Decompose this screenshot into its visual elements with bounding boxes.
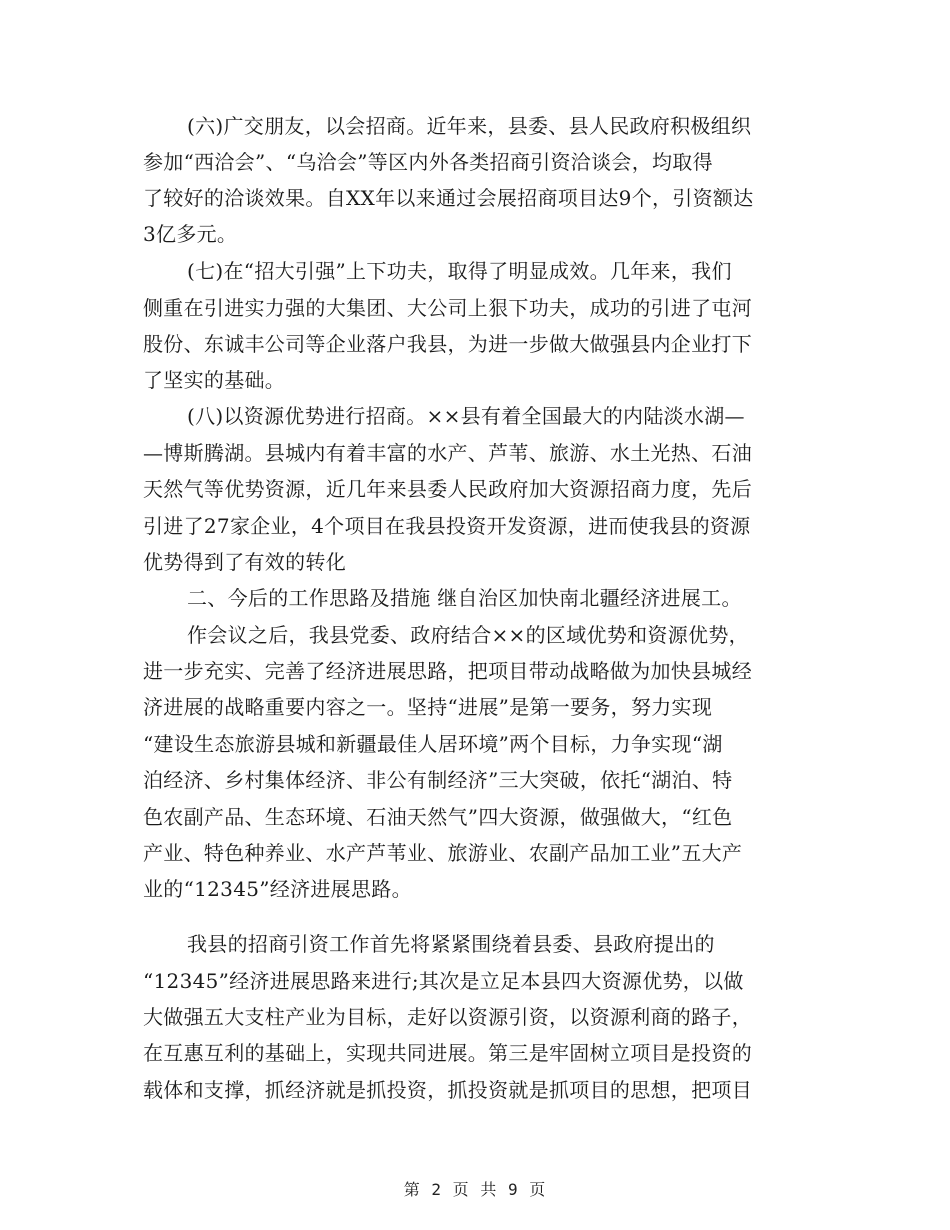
paragraph-line: 引进了27家企业，4个项目在我县投资开发资源，进而使我县的资源 — [143, 514, 751, 538]
paragraph-line: 作会议之后，我县党委、政府结合××的区域优势和资源优势， — [187, 623, 749, 647]
paragraph-line: 产业、特色种养业、水产芦苇业、旅游业、农副产品加工业”五大产 — [143, 841, 743, 865]
paragraph-line: 色农副产品、生态环境、石油天然气”四大资源，做强做大，“红色 — [143, 805, 733, 829]
paragraph-line: 进一步充实、完善了经济进展思路，把项目带动战略做为加快县城经 — [143, 659, 752, 683]
paragraph-line: 业的“12345”经济进展思路。 — [143, 877, 412, 901]
paragraph-line: 优势得到了有效的转化 — [143, 550, 346, 574]
paragraph-line: 了坚实的基础。 — [143, 368, 286, 392]
paragraph-line: 大做强五大支柱产业为目标，走好以资源引资，以资源利商的路子， — [143, 1005, 752, 1029]
paragraph-line: (六)广交朋友，以会招商。近年来，县委、县人民政府积极组织 — [187, 114, 752, 138]
page-number-footer: 第 2 页 共 9 页 — [403, 1180, 547, 1199]
section-heading: 二、今后的工作思路及措施 继自治区加快南北疆经济进展工。 — [187, 586, 742, 610]
paragraph-line: 3亿多元。 — [143, 222, 238, 246]
paragraph-line: 济进展的战略重要内容之一。坚持“进展”是第一要务，努力实现 — [143, 695, 713, 719]
paragraph-line: 参加“西洽会”、“乌洽会”等区内外各类招商引资洽谈会，均取得 — [143, 150, 713, 174]
paragraph-line: “12345”经济进展思路来进行;其次是立足本县四大资源优势，以做 — [143, 969, 744, 993]
paragraph-line: 在互惠互利的基础上，实现共同进展。第三是牢固树立项目是投资的 — [143, 1041, 752, 1065]
paragraph-line: 我县的招商引资工作首先将紧紧围绕着县委、县政府提出的 — [187, 932, 715, 956]
paragraph-line: 侧重在引进实力强的大集团、大公司上狠下功夫，成功的引进了屯河 — [143, 296, 752, 320]
paragraph-line: 载体和支撑，抓经济就是抓投资，抓投资就是抓项目的思想，把项目 — [143, 1078, 752, 1102]
paragraph-line: —博斯腾湖。县城内有着丰富的水产、芦苇、旅游、水土光热、石油 — [143, 441, 752, 465]
paragraph-line: 了较好的洽谈效果。自XX年以来通过会展招商项目达9个，引资额达 — [143, 186, 754, 210]
paragraph-line: “建设生态旅游县城和新疆最佳人居环境”两个目标，力争实现“湖 — [143, 732, 723, 756]
paragraph-line: (七)在“招大引强”上下功夫，取得了明显成效。几年来，我们 — [187, 259, 732, 283]
paragraph-line: 股份、东诚丰公司等企业落户我县，为进一步做大做强县内企业打下 — [143, 332, 752, 356]
paragraph-line: 天然气等优势资源，近几年来县委人民政府加大资源招商力度，先后 — [143, 477, 752, 501]
paragraph-line: (八)以资源优势进行招商。××县有着全国最大的内陆淡水湖— — [187, 404, 745, 428]
paragraph-line: 泊经济、乡村集体经济、非公有制经济”三大突破，依托“湖泊、特 — [143, 768, 733, 792]
